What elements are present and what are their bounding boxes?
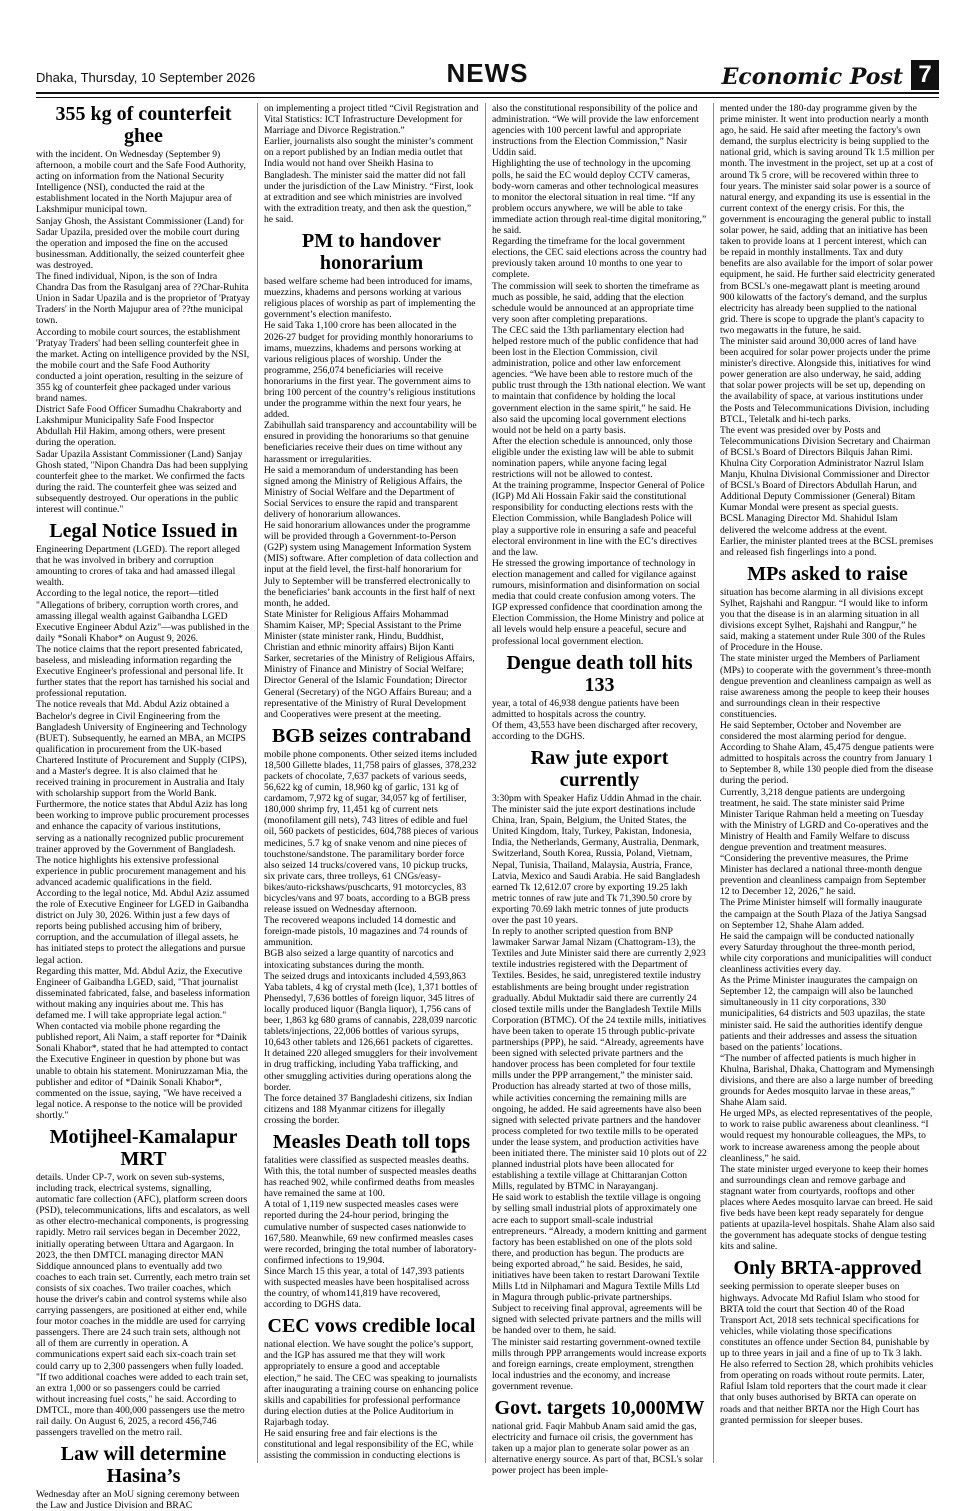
article-paragraph: BGB also seized a large quantity of narcotics and intoxicating substances during the month. [264,948,454,971]
article-paragraph: on implementing a project titled “Civil Registration and Vital Statistics: ICT Infrastructure Development for Marriage and Divorce Registration.” [264,103,479,137]
article-paragraph: With this, the total number of suspected measles deaths has reached 902, while confirmed deaths from measles have remained the same at 100. [264,1166,477,1200]
article-paragraph: based welfare scheme had been introduced for imams, muezzins, khadems and persons working at various religious places of worship as part of implementing the government’s election manifesto. [264,276,476,321]
article-headline: MPs asked to raise [747,562,908,585]
article-paragraph: year, a total of 46,938 dengue patients have been admitted to hospitals across the country. [492,697,680,720]
article-paragraph: He stressed the growing importance of technology in election management and called for vigilance against rumours, misinformation and disinformation on social media that could create confusion among voters. The IGP expressed confidence that coordination among the Election Commission, the Home Ministry and police at all levels would help ensure a peaceful, secure and professional local government election. [492,557,705,647]
article [36,103,251,515]
article-paragraph: The recovered weapons included 14 domestic and foreign-made pistols, 10 magazines and 74 rounds of ammunition. [264,915,468,949]
article-headline: Only BRTA-approved [733,1257,922,1280]
article [492,103,707,647]
article-paragraph: Wednesday after an MoU signing ceremony between the Law and Justice Division and BRAC [36,1489,240,1511]
article-paragraph: He said September, October and November are considered the most alarming period for dengue. [720,719,907,743]
article-paragraph: details. Under CP-7, work on seven sub-systems, including track, electrical systems, signalling, automatic fare collection (AFC), platform screen doors (PSD), telecommunications, lifts and escalators, as well as other electro-mechanical components, is progressing rapidly. Metro rail services began in December 2022, initially operating between Uttara and Agargaon. In 2023, the then DMTCL managing director MAN Siddique announced plans to eventually add two coaches to each train set. Currently, each metro train set consists of six coaches. Two trailer coaches, which house the driver's cabin and control systems while also carrying passengers, are positioned at either end, while four motor coaches in the middle are used for carrying passengers. There are 24 such train sets, although not all of them are currently in operation. A communications expert said each six-coach train set could carry up to 2,300 passengers when fully loaded. "If two additional coaches were added to each train set, an extra 1,000 or so passengers could be carried without increasing fuel costs," he said. According to DMTCL, more than 400,000 passengers use the metro rail daily. On August 6, 2025, a record 456,746 passengers travelled on the metro rail. [36,1171,251,1439]
article-paragraph: The seized drugs and intoxicants included 4,593,863 Yaba tablets, 4 kg of crystal meth (Ice), 1,371 bottles of Phensedyl, 7,636 bottles of foreign liquor, 345 litres of locally produced liquor (Bangla liquor), 1,756 cans of beer, 1,863 kg 680 grams of cannabis, 228,039 narcotic tablets/injections, 22,006 bottles of various syrups, 10,643 other tablets and 126,661 packets of cigarettes. [264,970,478,1049]
article [492,652,707,742]
issue-date: Dhaka, Thursday, 10 September 2026 [36,70,256,85]
column-4 [720,103,935,1463]
article-paragraph: mented under the 180-day programme given by the prime minister. It went into production nearly a month ago, he said. He said after meeting the factory's own demand, the surplus electricity is being supplied to the national grid, which is saving around Tk 1.5 million per month. The investment in the project, set up at a cost of around Tk 5 crore, will be recovered within three to four years. The minister said solar power is a source of natural energy, and expanding its use is essential in the current context of the energy crisis. For this, the government is encouraging the general public to install solar power, he said, adding that an initiative has been taken to provide loans at 1 percent interest, which can be repaid in monthly installments. Tax and duty benefits are also available for the import of solar power equipment, he said. He further said electricity generated from BCSL's one-megawatt plant is meeting around 900 kilowatts of the factory's demand, and the surplus electricity has already been supplied to the national grid. There is scope to upgrade the plant's capacity to two megawatts in the future, he said. [720,103,935,336]
column-3 [492,103,707,1477]
article-paragraph: Regarding this matter, Md. Abdul Aziz, the Executive Engineer of Gaibandha LGED, said, "That journalist disseminated fabricated, false, and baseless information without making any inquiries about me. This has defamed me. I will take appropriate legal action." [36,965,250,1022]
article-paragraph: He said honorarium allowances under the programme will be provided through a Government-to-Person (G2P) system using Management Information System (MIS) software. After completion of data collection and input at the field level, the first-half honorarium for July to September will be transferred electronically to the beneficiaries’ bank accounts in the first half of next month, he added. [264,520,479,609]
article-headline: CEC vows credible local [267,1315,476,1338]
article [264,1315,479,1461]
article [492,1397,707,1476]
masthead [0,0,975,98]
article [720,103,935,558]
article-paragraph: Regarding the timeframe for the local government elections, the CEC said elections across the country had previously taken around 10 months to one year to complete. [492,236,707,281]
article-paragraph: “The number of affected patients is much higher in Khulna, Barishal, Dhaka, Chattogram and Mymensingh divisions, and there are also a large number of breeding grounds for Aedes mosquito larvae in these areas,” Shahe Alam said. [720,1052,935,1109]
article [36,1126,251,1438]
article-paragraph: He said a memorandum of understanding has been signed among the Ministry of Religious Affairs, the Ministry of Social Welfare and the Department of Social Services to ensure the rapid and transparent delivery of honorarium allowances. [264,464,463,520]
article-paragraph: According to the legal notice, Md. Abdul Aziz assumed the role of Executive Engineer for LGED in Gaibandha district on July 30, 2026. Within just a few days of reports being published accusing him of bribery, corruption, and the accumulation of illegal assets, he has initiated steps to protect the allegations and pursue legal action. [36,888,250,966]
article [36,1443,251,1511]
article-paragraph: seeking permission to operate sleeper buses on highways. Advocate Md Rafiul Islam who stood for BRTA told the court that Section 40 of the Road Transport Act, 2018 sets technical specifications for vehicles, while violating those specifications constitutes an offence under Section 84, punishable by up to three years in jail and a fine of up to Tk 3 lakh. [720,1281,930,1360]
article [720,563,935,1253]
article-headline: Govt. targets 10,000MW [494,1397,705,1420]
article [492,747,707,1392]
article-paragraph: As the Prime Minister inaugurates the campaign on September 12, the campaign will also be launched simultaneously in 11 city corporations, 330 municipalities, 64 districts and 503 upazilas, the state minister said. He said the authorities identify dengue patients and their addresses and assess the situation based on the patients’ locations. [720,975,925,1053]
article-paragraph: situation has become alarming in all divisions except Sylhet, Rajshahi and Rangpur. “I would like to inform you that the disease is in an alarming situation in all divisions except Sylhet, Rajshahi and Rangpur,” he said, making a statement under Rule 300 of the Rules of Procedure in the House. [720,586,928,654]
article-paragraph: The Prime Minister himself will formally inaugurate the campaign at the South Plaza of the Jatiya Sangsad on September 12, Shahe Alam added. [720,897,927,931]
article [264,1131,479,1310]
article-paragraph: Earlier, journalists also sought the minister’s comment on a report published by an Indian media outlet that India would not hand over Sheikh Hasina to Bangladesh. The minister said the matter did not fall under the jurisdiction of the Law Ministry. “First, look at extradition and see which ministries are involved with the extradition treaty, and then ask the question,” he said. [264,136,474,225]
article-paragraph: The state minister urged the Members of Parliament (MPs) to cooperate with the government’s three-month dengue prevention and cleanliness campaign as well as raise awareness among the people to keep their houses and surroundings clean in their respective constituencies. [720,653,932,720]
article-paragraph: Subject to receiving final approval, agreements will be signed with selected private partners and the mills will be handed over to them, he said. [492,1303,702,1337]
article-paragraph: He said Taka 1,100 crore has been allocated in the 2026-27 budget for providing monthly honorariums to imams, muezzins, khadems and persons working at various religious places of worship. Under the programme, 256,074 beneficiaries will receive honorariums in the first year. The government aims to bring 100 percent of the country’s religious institutions under the programme within the next four years, he added. [264,320,476,421]
article-headline: Motijheel-Kamalapur MRT [49,1125,238,1170]
article-paragraph: Zabihullah said transparency and accountability will be ensured in providing the honorariums so that genuine beneficiaries receive their dues on time without any harassment or irregularities. [264,420,477,465]
article-paragraph: After the election schedule is announced, only those eligible under the existing law will be able to submit nomination papers, while anyone facing legal restrictions will not be allowed to contest. [492,435,694,481]
article-paragraph: The fined individual, Nipon, is the son of Indra Chandra Das from the Rasulganj area of ??Char-Ruhita Union in Sadar Upazila and is the proprietor of 'Pratyay Traders' in the North Majupur area of ??the municipal town. [36,271,251,327]
article [36,520,251,1121]
article-paragraph: fatalities were classified as suspected measles deaths. [264,1154,469,1166]
column-divider [485,103,486,1463]
column-1 [36,103,251,1511]
article-headline: Dengue death toll hits 133 [506,651,693,696]
column-divider [257,103,258,1463]
news-columns [36,103,939,1511]
article-paragraph: He also referred to Section 28, which prohibits vehicles from operating on roads without route permits. Later, Rafiul Islam told reporters that the court made it clear that only buses authorised by BRTA can operate on roads and that neither BRTA nor the High Court has granted permission for sleeper buses. [720,1359,934,1426]
article-paragraph: The commission will seek to shorten the timeframe as much as possible, he said, adding that the election schedule would be announced at an appropriate time very soon after completing preparations. [492,280,700,325]
brand-logo: Economic Post [721,64,903,90]
article-paragraph: The minister said around 30,000 acres of land have been acquired for solar power projects under the prime minister's directive. Alongside this, initiatives for wind power generation are also underway, he said, adding that solar power projects will be set up, depending on the availability of space, at various institutions under the Posts and Telecommunications Division, including BTCL, Teletalk and hi-tech parks. [720,335,931,425]
article-paragraph: According to mobile court sources, the establishment 'Pratyay Traders' had been selling counterfeit ghee in the market. Acting on intelligence provided by the NSI, the mobile court and the Safe Food Authority conducted a joint operation, resulting in the seizure of 355 kg of counterfeit ghee packaged under various brand names. [36,326,250,405]
article-paragraph: The state minister urged everyone to keep their homes and surroundings clean and remove garbage and stagnant water from courtyards, rooftops and other places where Aedes mosquito larvae can breed. He said five beds have been kept ready separately for dengue patients at upazila-level hospitals. Shahe Alam also said the government has adequate stocks of dengue testing kits and saline. [720,1163,935,1253]
article-paragraph: with the incident. On Wednesday (September 9) afternoon, a mobile court and the Safe Food Authority, acting on information from the National Security Intelligence (NSI), conducted the raid at the establishment located in the North Majupur area of Lakshmipur municipal town. [36,149,246,216]
article [264,230,479,720]
article-paragraph: When contacted via mobile phone regarding the published report, Ali Naim, a staff reporter for *Dainik Sonali Khabor*, stated that he had attempted to contact the Executive Engineer in question by phone but was unable to obtain his statement. Moniruzzaman Mia, the publisher and editor of *Dainik Sonali Khabor*, commented on the issue, saying, "We have received a legal notice. A response to the notice will be provided shortly." [36,1021,249,1121]
section-title: NEWS [446,58,529,88]
article-paragraph: State Minister for Religious Affairs Mohammad Shamim Kaiser, MP; Special Assistant to the Prime Minister (state minister rank, Hindu, Buddhist, Christian and ethnic minority affairs) Bijon Kanti Sarker, secretaries of the Ministry of Religious Affairs, Ministry of Finance and Ministry of Social Welfare; Director General of the Islamic Foundation; Director General (Secretary) of the NGO Affairs Bureau; and a representative of the Ministry of Rural Development and Cooperatives were present at the meeting. [264,608,475,720]
page-number-badge: 7 [911,60,939,90]
article-paragraph: He said work to establish the textile village is ongoing by selling small industrial plots of approximately one acre each to support small-scale industrial entrepreneurs. “Already, a modern knitting and garment factory has been established on one of the plots sold there, and production has begun. The products are being exported abroad,” he said. Besides, he said, initiatives have been taken to restart Darowani Textile Mills Ltd in Nilphamari and Magura Textile Mills Ltd in Magura through public-private partnerships. [492,1192,707,1304]
article [264,725,479,1126]
article-paragraph: mobile phone components. Other seized items included 18,500 Gillette blades, 11,758 pairs of glasses, 378,232 packets of chocolate, 7,637 packets of various seeds, 56,622 kg of cumin, 18,960 kg of garlic, 131 kg of cardamom, 7,972 kg of sugar, 34,057 kg of fertiliser, 180,000 shrimp fry, 11,451 kg of current nets (monofilament gill nets), 743 litres of edible and fuel oil, 560 packets of pesticides, 604,788 pieces of various medicines, 5.7 kg of snake venom and nine pieces of touchstone/sandstone. The paramilitary border force also seized 14 trucks/covered vans, 10 pickup trucks, six private cars, three trolleys, 61 CNGs/easy-bikes/auto-rickshaws/puschcarts, 91 motorcycles, 83 bicycles/vans and 97 boats, according to a BGB press release issued on Wednesday afternoon. [264,748,479,916]
article-paragraph: The notice claims that the report presented fabricated, baseless, and misleading information regarding the Executive Engineer's professional and personal life. It further states that the report has tarnished his social and professional reputation. [36,643,250,700]
article-paragraph: It detained 220 alleged smugglers for their involvement in drug trafficking, including Yaba trafficking, and other smuggling activities during operations along the border. [264,1048,478,1093]
article-paragraph: The CEC said the 13th parliamentary election had helped restore much of the public confidence that had been lost in the Election Commission, civil administration, police and other law enforcement agencies. “We have been able to restore much of the public trust through the 13th national election. We want to maintain that confidence by holding the local government election in the same spirit,” he said. He also said the upcoming local government elections would not be held on a party basis. [492,324,706,436]
article-paragraph: Earlier, the minister planted trees at the BCSL premises and released fish fingerlings into a pond. [720,535,934,558]
article [264,103,479,225]
article-paragraph: 3:30pm with Speaker Hafiz Uddin Ahmad in the chair. The minister said the jute export destinations include China, Iran, Spain, Belgium, the United States, the United Kingdom, Italy, Turkey, Pakistan, Indonesia, India, the Netherlands, Germany, Australia, Denmark, Switzerland, South Korea, Russia, Poland, Vietnam, Nepal, Tunisia, Thailand, Malaysia, Austria, France, Latvia, Mexico and Saudi Arabia. He said Bangladesh earned Tk 12,612.07 crore by exporting 19.25 lakh metric tonnes of raw jute and Tk 71,390.50 crore by exporting 70.69 lakh metric tonnes of jute products over the past 10 years. [492,792,702,926]
article-paragraph: He said the campaign will be conducted nationally every Saturday throughout the three-month period, while city corporations and municipalities will conduct cleanliness activities every day. [720,930,932,976]
article-paragraph: national grid. Faqir Mahbub Anam said amid the gas, electricity and furnace oil crisis, the government has taken up a major plan to generate solar power as an alternative energy source. As part of that, BCSL's solar power project has been imple- [492,1421,703,1477]
header-rule-thin [36,97,939,98]
article-paragraph: Sadar Upazila Assistant Commissioner (Land) Sanjay Ghosh stated, "Nipon Chandra Das had been supplying counterfeit ghee to the market. We confirmed the facts during the raid. The counterfeit ghee was seized and subsequently destroyed. Our operations in the public interest will continue." [36,448,248,515]
column-divider [713,103,714,1463]
article-paragraph: He said ensuring free and fair elections is the constitutional and legal responsibility of the EC, while assisting the commission in conducting elections is [264,1428,474,1462]
article-headline: 355 kg of counterfeit ghee [55,103,232,147]
article-headline: Measles Death toll tops [272,1130,471,1153]
article-paragraph: The event was presided over by Posts and Telecommunications Division Secretary and Chairman of BCSL's Board of Directors Bilquis Jahan Rimi. Khulna City Corporation Administrator Nazrul Islam Manju, Khulna Divisional Commissioner and Director of BCSL's Board of Directors Abdullah Harun, and Additional Deputy Commissioner (General) Bitam Kumar Mondal were present as special guests. [720,424,931,514]
column-2 [264,103,479,1463]
article-paragraph: The force detained 37 Bangladeshi citizens, six Indian citizens and 188 Myanmar citizens for illegally crossing the border. [264,1092,473,1126]
header-rule [36,92,939,94]
article-paragraph: The minister said restarting government-owned textile mills through PPP arrangements would increase exports and foreign earnings, create employment, strengthen local industries and the economy, and increase government revenue. [492,1336,707,1392]
article-paragraph: At the training programme, Inspector General of Police (IGP) Md Ali Hossain Fakir said the constitutional responsibility for conducting elections rests with the Election Commission, while Bangladesh Police will play a supportive role in ensuring a safe and peaceful electoral environment in line with the EC’s directives and the law. [492,480,705,558]
article-paragraph: national election. We have sought the police’s support, and the IGP has assured me that they will work appropriately to ensure a good and acceptable election,” he said. The CEC was speaking to journalists after inaugurating a training course on enhancing police skills and capabilities for professional performance during election duties at the Police Auditorium in Rajarbagh today. [264,1339,479,1428]
article [720,1257,935,1425]
article-paragraph: The notice reveals that Md. Abdul Aziz obtained a Bachelor's degree in Civil Engineering from the Bangladesh University of Engineering and Technology (BUET). Subsequently, he earned an MBA, an MCIPS qualification in procurement from the UK-based Chartered Institute of Procurement and Supply (CIPS), and a Master's degree. It is also claimed that he received training in procurement in Australia and Italy with scholarship support from the World Bank. Furthermore, the notice states that Abdul Aziz has long been working to improve public procurement processes and enhance the capacity of various institutions, serving as a nationally recognized public procurement trainer approved by the Government of Bangladesh. The notice highlights his extensive professional experience in public procurement management and his advanced academic qualifications in the field. [36,699,250,888]
article-paragraph: He urged MPs, as elected representatives of the people, to work to raise public awareness about cleanliness. “I would request my honourable colleagues, the MPs, to work to increase awareness among the people about cleanliness,” he said. [720,1108,933,1164]
article-paragraph: Highlighting the use of technology in the upcoming polls, he said the EC would deploy CCTV cameras, body-worn cameras and other technological measures to monitor the electoral situation in real time. “If any problem occurs anywhere, we will be able to take immediate action through real-time digital monitoring,” he said. [492,158,707,237]
article-headline: Raw jute export currently [530,746,669,791]
article-paragraph: Currently, 3,218 dengue patients are undergoing treatment, he said. The state minister said Prime Minister Tarique Rahman held a meeting on Tuesday with the Ministry of LGRD and Co-operatives and the Ministry of Health and Family Welfare to discuss dengue prevention and treatment measures. “Considering the preventive measures, the Prime Minister has declared a national three-month dengue prevention and cleanliness campaign from September 12 to December 12, 2026,” he said. [720,786,929,898]
article-paragraph: Of them, 43,553 have been discharged after recovery, according to the DGHS. [492,719,698,742]
article-headline: Law will determine Hasina’s [60,1443,227,1488]
article-headline: Legal Notice Issued in [49,520,238,543]
article-headline: PM to handover honorarium [302,230,441,275]
article-paragraph: Sanjay Ghosh, the Assistant Commissioner (Land) for Sadar Upazila, presided over the mobile court during the operation and imposed the fine on the accused businessman. Additionally, the seized counterfeit ghee was destroyed. [36,215,245,271]
article-paragraph: Since March 15 this year, a total of 147,393 patients with suspected measles have been hospitalised across the country, of whom141,819 have recovered, according to DGHS data. [264,1265,470,1311]
article-headline: BGB seizes contraband [272,724,471,747]
article-paragraph: Engineering Department (LGED). The report alleged that he was involved in bribery and corruption amounting to crores of taka and had amassed illegal wealth. [36,544,240,589]
article-paragraph: According to the legal notice, the report—titled "Allegations of bribery, corruption worth crores, and amassing illegal wealth against Gaibandha LGED Executive Engineer Abdul Aziz"—was published in the daily *Sonali Khabor* on August 9, 2026. [36,588,250,644]
article-paragraph: District Safe Food Officer Sumadhu Chakraborty and Lakshmipur Municipality Safe Food Inspector Abdullah Hil Hakim, among others, were present during the operation. [36,404,242,449]
article-paragraph: According to Shahe Alam, 45,475 dengue patients were admitted to hospitals across the country from January 1 to September 8, while 130 people died from the disease during the period. [720,742,934,787]
article-paragraph: BCSL Managing Director Md. Shahidul Islam delivered the welcome address at the event. [720,513,898,536]
article-paragraph: also the constitutional responsibility of the police and administration. “We will provide the law enforcement agencies with 100 percent lawful and appropriate instructions from the Election Commission,” Nasir Uddin said. [492,103,699,159]
article-paragraph: A total of 1,119 new suspected measles cases were reported during the 24-hour period, bringing the cumulative number of suspected cases nationwide to 167,580. Meanwhile, 69 new confirmed measles cases were recorded, bringing the total number of laboratory-confirmed infections to 19,904. [264,1199,477,1266]
article-paragraph: In reply to another scripted question from BNP lawmaker Sarwar Jamal Nizam (Chattogram-13), the Textiles and Jute Minister said there are currently 2,923 textile industries registered with the Department of Textiles. Besides, he said, unregistered textile industry establishments are being brought under registration gradually. Abdul Muktadir said there are currently 24 closed textile mills under the Bangladesh Textile Mills Corporation (BTMC). Of the 24 textile mills, initiatives have been taken to operate 15 through public-private partnerships (PPP), he said. “Already, agreements have been signed with selected private partners and the handover process has been completed for four textile mills under the PPP arrangement,” the minister said. Production has already started at two of those mills, while activities concerning the remaining mills are ongoing, he added. He said agreements have also been signed with selected private partners and the handover process completed for two textile mills to be operated under the lease system, and production activities have been initiated there. The minister said 10 plots out of 22 planned industrial plots have been allocated for establishing a textile village at Chittaranjan Cotton Mills, regulated by BTMC in Narayanganj. [492,926,707,1193]
